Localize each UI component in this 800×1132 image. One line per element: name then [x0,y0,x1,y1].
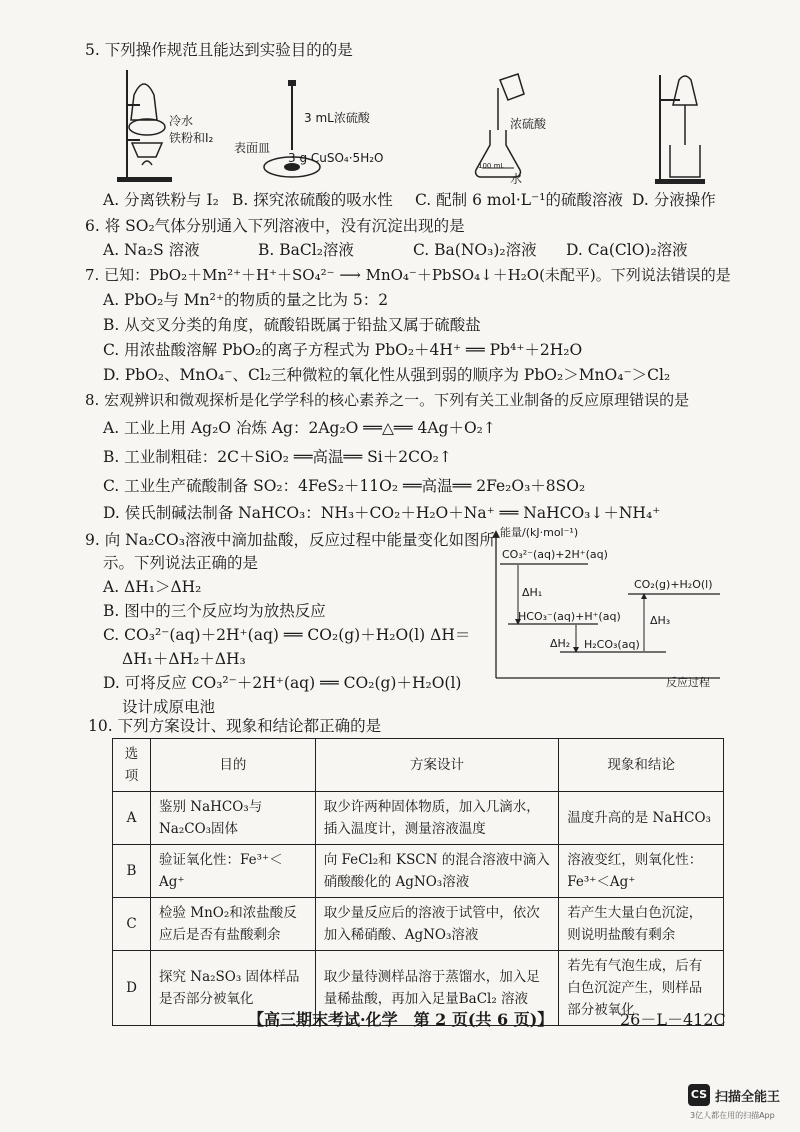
q6-stem: 6. 将 SO₂气体分别通入下列溶液中，没有沉淀出现的是 [85,217,465,235]
scanner-watermark [688,1084,788,1124]
header-conclusion: 现象和结论 [559,739,724,792]
q9-option-d-cont: 设计成原电池 [122,698,216,716]
row-c-conclusion: 若产生大量白色沉淀，则说明盐酸有剩余 [559,898,724,951]
q5-figure-d [655,70,725,185]
q10-table [112,738,724,1026]
fig-a-label-cold-water: 冷水 [169,114,194,128]
header-option: 选项 [113,739,151,792]
q8-option-b: B. 工业制粗硅：2C＋SiO₂ ══高温══ Si＋2CO₂↑ [103,448,452,466]
q5-stem: 5. 下列操作规范且能达到实验目的的是 [85,41,353,59]
q7-option-c: C. 用浓盐酸溶解 PbO₂的离子方程式为 PbO₂＋4H⁺ ══ Pb⁴⁺＋2H₂O [103,341,583,359]
scanner-slogan: 3亿人都在用的扫描App [690,1111,775,1120]
table-header-row [113,739,724,792]
q8-stem: 8. 宏观辨识和微观探析是化学学科的核心素养之一。下列有关工业制备的反应原理错误的是 [85,391,690,409]
q6-option-d: D. Ca(ClO)₂溶液 [566,241,688,259]
fig-b-label-acid: 3 mL浓硫酸 [304,111,370,125]
q7-option-d: D. PbO₂、MnO₄⁻、Cl₂三种微粒的氧化性从强到弱的顺序为 PbO₂＞MnO₄⁻＞Cl₂ [103,366,671,384]
q7-stem: 7. 已知：PbO₂＋Mn²⁺＋H⁺＋SO₄²⁻ ⟶ MnO₄⁻＋PbSO₄↓＋H₂O(未配平)。下列说法错误的是 [85,266,731,284]
q5-option-a: A. 分离铁粉与 I₂ [103,191,219,209]
row-a-option: A [113,792,151,845]
row-d-conclusion: 若先有气泡生成，后有白色沉淀产生，则样品部分被氧化 [559,951,724,1026]
q9-graph-dh1: ΔH₁ [522,586,543,599]
row-b-design: 向 FeCl₂和 KSCN 的混合溶液中滴入硝酸酸化的 AgNO₃溶液 [315,845,559,898]
q8-option-d: D. 侯氏制碱法制备 NaHCO₃：NH₃＋CO₂＋H₂O＋Na⁺ ══ NaHCO₃↓＋NH₄⁺ [103,504,661,522]
row-c-purpose: 检验 MnO₂和浓盐酸反应后是否有盐酸剩余 [150,898,315,951]
row-d-design: 取少量待测样品溶于蒸馏水，加入足量稀盐酸，再加入足量BaCl₂ 溶液 [315,951,559,1026]
fig-c-label-volume: 100 mL [478,162,505,170]
exam-code: 26－L－412C [620,1010,726,1029]
q9-graph-level3: H₂CO₃(aq) [584,638,640,651]
q8-option-c: C. 工业生产硫酸制备 SO₂：4FeS₂＋11O₂ ══高温══ 2Fe₂O₃＋8SO₂ [103,477,586,495]
fig-c-label-water: 水 [510,172,523,186]
row-b-purpose: 验证氧化性：Fe³⁺＜Ag⁺ [150,845,315,898]
fig-b-label-cuso4: 3 g CuSO₄·5H₂O [288,151,384,165]
q5-figure-c [470,70,590,190]
q9-option-c-cont: ΔH₁＋ΔH₂＋ΔH₃ [122,650,246,668]
q5-option-d: D. 分液操作 [632,191,716,209]
row-a-purpose: 鉴别 NaHCO₃与 Na₂CO₃固体 [150,792,315,845]
q9-graph-x-axis: 反应过程 [666,676,710,689]
camscanner-logo-icon: CS [688,1084,710,1106]
q9-option-b: B. 图中的三个反应均为放热反应 [103,602,326,620]
q9-option-d: D. 可将反应 CO₃²⁻＋2H⁺(aq) ══ CO₂(g)＋H₂O(l) [103,674,462,692]
q9-graph-y-axis: 能量/(kJ·mol⁻¹) [500,526,579,539]
q6-option-a: A. Na₂S 溶液 [103,241,200,259]
fig-b-label-dish: 表面皿 [234,141,271,155]
q6-option-b: B. BaCl₂溶液 [258,241,354,259]
q9-option-c: C. CO₃²⁻(aq)＋2H⁺(aq) ══ CO₂(g)＋H₂O(l) ΔH＝ [103,626,471,644]
q8-option-a: A. 工业上用 Ag₂O 冶炼 Ag：2Ag₂O ══△══ 4Ag＋O₂↑ [103,419,496,437]
header-purpose: 目的 [150,739,315,792]
q5-option-c: C. 配制 6 mol·L⁻¹的硫酸溶液 [415,191,623,209]
scanner-name: 扫描全能王 [715,1090,781,1105]
header-design: 方案设计 [315,739,559,792]
row-d-option: D [113,951,151,1026]
page-footer: 【高三期末考试·化学 第 2 页(共 6 页)】 [248,1010,554,1029]
q9-graph-level1: CO₃²⁻(aq)+2H⁺(aq) [502,548,608,561]
row-b-conclusion: 溶液变红，则氧化性：Fe³⁺＜Ag⁺ [559,845,724,898]
q9-graph-dh2: ΔH₂ [550,637,571,650]
table-row [113,845,724,898]
q9-graph-dh3: ΔH₃ [650,614,671,627]
row-b-option: B [113,845,151,898]
row-a-conclusion: 温度升高的是 NaHCO₃ [559,792,724,845]
row-d-purpose: 探究 Na₂SO₃ 固体样品是否部分被氧化 [150,951,315,1026]
row-c-design: 取少量反应后的溶液于试管中，依次加入稀硝酸、AgNO₃溶液 [315,898,559,951]
row-c-option: C [113,898,151,951]
fig-c-label-acid: 浓硫酸 [510,117,547,131]
table-row [113,792,724,845]
q9-stem-line1: 9. 向 Na₂CO₃溶液中滴加盐酸，反应过程中能量变化如图所 [85,531,495,549]
q9-graph-level2: HCO₃⁻(aq)+H⁺(aq) [518,610,621,623]
q9-graph-level4: CO₂(g)+H₂O(l) [634,578,713,591]
row-a-design: 取少许两种固体物质，加入几滴水，插入温度计，测量溶液温度 [315,792,559,845]
q7-option-b: B. 从交叉分类的角度，硫酸铅既属于铅盐又属于硫酸盐 [103,316,481,334]
q7-option-a: A. PbO₂与 Mn²⁺的物质的量之比为 5：2 [103,291,389,309]
q5-option-b: B. 探究浓硫酸的吸水性 [232,191,393,209]
q5-figure-a [112,65,222,185]
q6-option-c: C. Ba(NO₃)₂溶液 [413,241,537,259]
q9-stem-line2: 示。下列说法正确的是 [103,554,259,572]
q9-option-a: A. ΔH₁＞ΔH₂ [103,578,202,596]
fig-a-label-iron-iodine: 铁粉和I₂ [169,131,214,145]
q10-stem: 10. 下列方案设计、现象和结论都正确的是 [88,717,382,735]
q5-figure-b [234,75,412,185]
q9-energy-diagram [488,528,728,688]
table-row [113,898,724,951]
